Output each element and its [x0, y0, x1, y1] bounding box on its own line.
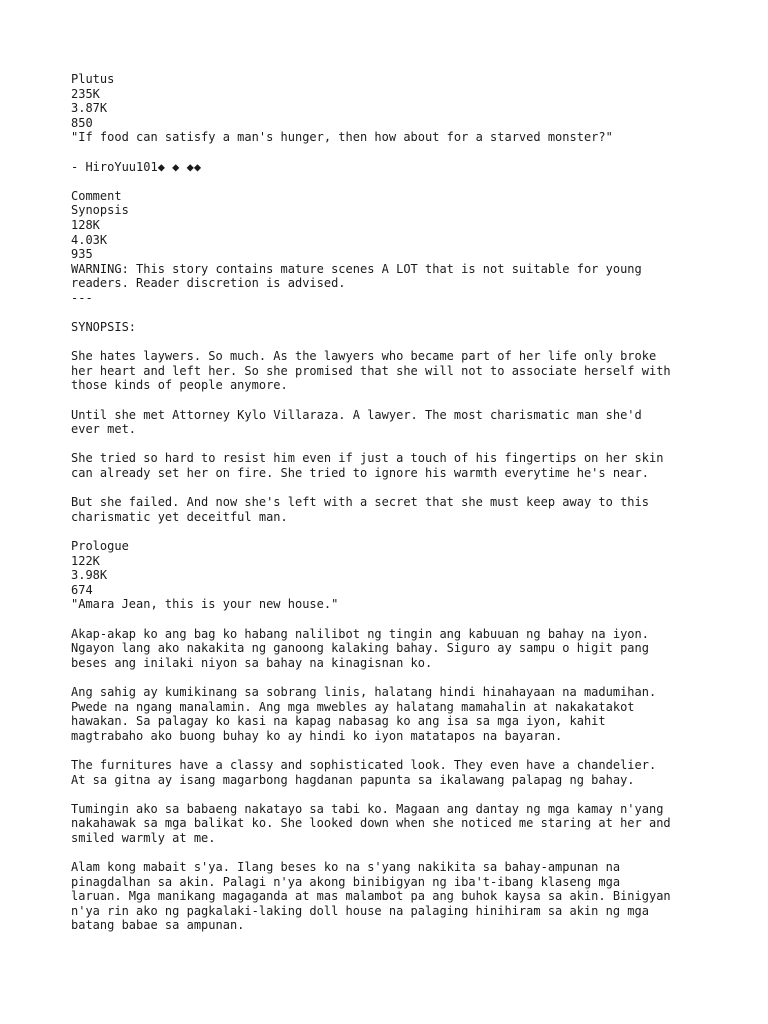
views-count: 128K: [71, 217, 100, 232]
warning-text: WARNING: This story contains mature scenes A LOT that is not suitable for young readers. Reader discretion is advised.: [71, 261, 642, 291]
synopsis-paragraph: She hates laywers. So much. As the lawyers who became part of her life only broke her heart and left her. So she promised that she will not to associate herself with those kinds of people anymore.: [71, 349, 671, 393]
comment-label: Comment: [71, 188, 122, 203]
separator: ---: [71, 290, 93, 305]
synopsis-heading: SYNOPSIS:: [71, 320, 137, 335]
chapter-title: Synopsis: [71, 203, 129, 218]
chapter-title: Prologue: [71, 539, 129, 553]
votes-count: 3.87K: [71, 101, 108, 116]
votes-count: 4.03K: [71, 232, 108, 247]
story-paragraph: The furnitures have a classy and sophisticated look. They even have a chandelier. At sa gitna ay isang magarbong hagdanan papunta sa ikalawang palapag ng bahay.: [71, 757, 657, 787]
author-line: - HiroYuu101◆ ◆ ◆◆: [71, 159, 202, 174]
views-count: 122K: [71, 553, 100, 568]
synopsis-paragraph: She tried so hard to resist him even if just a touch of his fingertips on her skin can already set her on fire. She tried to ignore his warmth everytime he's near.: [71, 451, 664, 481]
synopsis-paragraph: Until she met Attorney Kylo Villaraza. A lawyer. The most charismatic man she'd ever met.: [71, 407, 642, 437]
epigraph-quote: "If food can satisfy a man's hunger, then how about for a starved monster?": [71, 130, 613, 145]
story-paragraph: Tumingin ako sa babaeng nakatayo sa tabi ko. Magaan ang dantay ng mga kamay n'yang nakahawak sa mga balikat ko. She looked down when she noticed me staring at her and smiled warmly at me.: [71, 801, 671, 845]
story-paragraph: Ang sahig ay kumikinang sa sobrang linis, halatang hindi hinahayaan na madumihan. Pwede na ngang manalamin. Ang mga mwebles ay halatang mamahalin at nakakatakot hawakan. Sa palagay ko kasi na kapag nabasag ko ang isa sa mga iyon, kahit magtrabaho ako buong buhay ko ay hindi ko iyon matatapos na bayaran.: [71, 684, 657, 743]
chapter-title: Plutus: [71, 72, 115, 86]
section-plutus: [71, 72, 708, 203]
prologue-quote: "Amara Jean, this is your new house.": [71, 597, 339, 612]
comments-count: 935: [71, 247, 93, 262]
section-prologue: [71, 539, 708, 933]
section-synopsis: [71, 203, 708, 539]
story-paragraph: Akap-akap ko ang bag ko habang nalilibot ng tingin ang kabuuan ng bahay na iyon. Ngayon lang ako nakakita ng ganoong kalaking bahay. Siguro ay sampu o higit pang beses ang inilaki niyon sa bahay na kinagisnan ko.: [71, 626, 649, 670]
synopsis-paragraph: But she failed. And now she's left with a secret that she must keep away to this charismatic yet deceitful man.: [71, 495, 649, 524]
comments-count: 674: [71, 582, 93, 597]
views-count: 235K: [71, 86, 100, 101]
story-paragraph: Alam kong mabait s'ya. Ilang beses ko na s'yang nakikita sa bahay-ampunan na pinagdalhan sa akin. Palagi n'ya akong binibigyan ng iba't-ibang klaseng mga laruan. Mga manikang magaganda at mas malambot pa ang buhok kaysa sa akin. Binigyan n'ya rin ako ng pagkalaki-laking doll house na palaging hinihiram sa akin ng mga batang babae sa ampunan.: [71, 860, 671, 933]
votes-count: 3.98K: [71, 568, 108, 583]
comments-count: 850: [71, 115, 93, 130]
